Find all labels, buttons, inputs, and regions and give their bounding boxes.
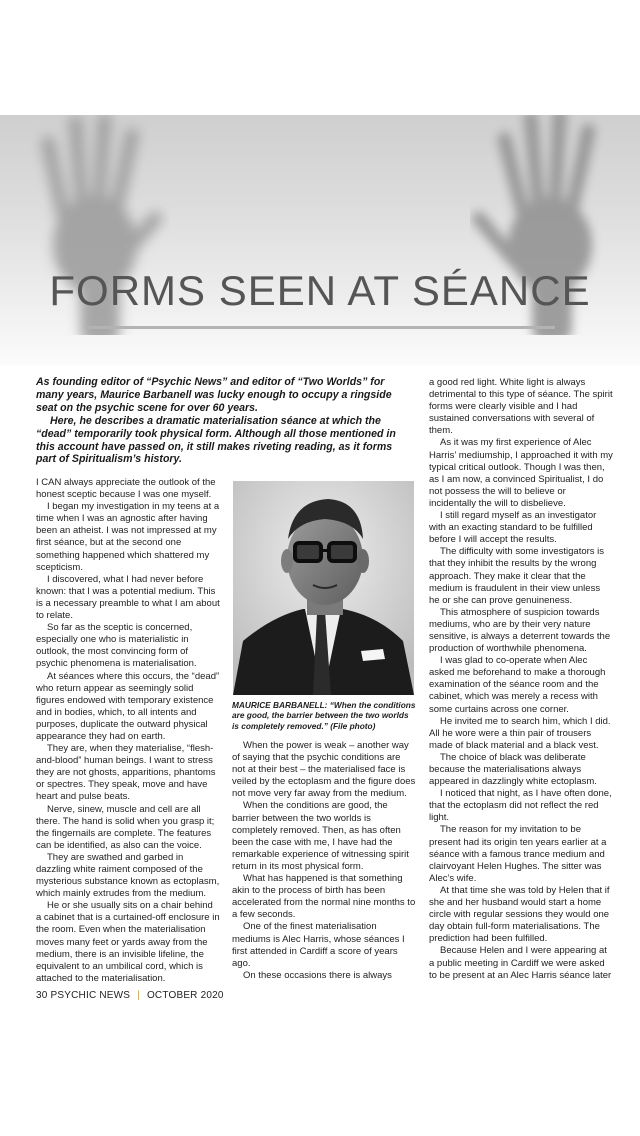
body-paragraph: Because Helen and I were appearing at a public meeting in Cardiff we were asked to be present at an Alec Harris séance later [429,945,612,981]
body-paragraph: One of the finest materialisation mediums is Alec Harris, whose séances I first attended in Cardiff a score of years ago. [232,921,405,969]
standfirst-paragraph: Here, he describes a dramatic materialisation séance at which the “dead” temporarily took physical form. Although all those mentioned in this account have passed on, it still makes riveting reading, as it forms part of Spiritualism’s history. [36,414,396,466]
standfirst-paragraph: As founding editor of “Psychic News” and editor of “Two Worlds” for many years, Maurice Barbanell was lucky enough to occupy a ringside seat on the psychic scene for over 60 years. [36,376,392,414]
body-column-3 [429,377,613,982]
body-paragraph: I discovered, what I had never before known: that I was a potential medium. This is a necessary preamble to what I am about to relate. [36,573,220,622]
photo-caption: MAURICE BARBANELL: “When the conditions are good, the barrier between the two worlds is completely removed.” (File photo) [232,700,416,731]
body-paragraph: The reason for my invitation to be present had its origin ten years earlier at a séance with a famous trance medium and clairvoyant Helen Hughes. The sitter was Alec’s wife. [429,824,607,884]
body-column-1 [36,477,220,985]
body-paragraph: So far as the sceptic is concerned, especially one who is materialistic in outlook, the most convincing form of psychic phenomena is materialisation. [36,622,197,670]
article-standfirst [36,376,414,466]
body-paragraph: When the power is weak – another way of saying that the psychic conditions are not at their best – the materialised face is veiled by the ectoplasm and the figure does not move very far away from the medium. [232,740,416,800]
publication-name: PSYCHIC NEWS [50,990,131,1001]
body-paragraph: I CAN always appreciate the outlook of the honest sceptic because I was one myself. [36,477,216,501]
body-paragraph: They are swathed and garbed in dazzling white raiment composed of the mysterious substance known as ectoplasm, which mainly extrudes from the medium. [36,851,220,900]
footer-separator: | [137,990,140,1001]
body-paragraph: I noticed that night, as I have often done, that the ectoplasm did not reflect the red light. [429,788,612,824]
portrait-photo [233,481,414,695]
body-paragraph: He or she usually sits on a chair behind a cabinet that is a curtained-off enclosure in the room. Even when the materialisation moves many feet or yards away from the medium, there is an invisible lifeline, the equivalent to an umbilical cord, which is attached to the materialisation. [36,900,220,984]
body-paragraph: At séances where this occurs, the “dead” who return appear as seemingly solid figures endowed with temporary existence and in bodies, which, to all intents and purposes, duplicate the outward physical appearance they had on earth. [36,670,220,742]
body-paragraph: He invited me to search him, which I did. All he wore were a thin pair of trousers made of black material and a black vest. [429,715,611,751]
body-paragraph: I began my investigation in my teens at a time when I was an agnostic after having been an atheist. I was not impressed at my first séance, but at the second one something happened which shattered my scepticism. [36,501,220,573]
body-paragraph: a good red light. White light is always detrimental to this type of séance. The spirit forms were clearly visible and I had sustained conversations with several of them. [429,377,613,437]
body-paragraph: This atmosphere of suspicion towards mediums, who are by their very nature sensitive, is always a deterrent towards the production of worthwhile phenomena. [429,606,611,655]
page-number: 30 [36,990,48,1001]
body-paragraph: On these occasions there is always [243,969,392,981]
title-divider [85,326,555,329]
body-paragraph: I still regard myself as an investigator with an exacting standard to be fulfilled before I will accept the results. [429,510,597,546]
body-paragraph: The difficulty with some investigators is that they inhibit the results by the wrong approach. They make it clear that the medium is fraudulent in their view unless he or she can prove genuineness. [429,546,605,606]
page-footer [36,990,224,1001]
body-column-2 [232,740,416,982]
body-paragraph: Nerve, sinew, muscle and cell are all there. The hand is solid when you grasp it; the fingernails are complete. The features can be identified, as also can the voice. [36,803,215,851]
body-paragraph: When the conditions are good, the barrier between the two worlds is completely removed. Then, as has often been the case with me, I have had the remarkable experience of witnessing spirit return in its most physical form. [232,800,409,872]
body-paragraph: What has happened is that something akin to the process of birth has been accelerated from the normal nine months to a few seconds. [232,873,416,921]
article-title: FORMS SEEN AT SÉANCE [49,267,591,314]
body-paragraph: They are, when they materialise, “flesh-and-blood” human beings. I want to stress they are not ghosts, apparitions, phantoms or spectres. They speak, move and have heart and pulse beats. [36,743,216,803]
body-paragraph: As it was my first experience of Alec Harris’ mediumship, I approached it with my typical critical outlook. Though I was then, as I am now, a convinced Spiritualist, I do not possess the will to believe or incidentally the will to disbelieve. [429,437,613,509]
body-paragraph: At that time she was told by Helen that if she and her husband would start a home circle with regular sessions they would one day obtain full-form materialisations. The prediction had been fulfilled. [429,884,610,945]
body-paragraph: I was glad to co-operate when Alec asked me beforehand to make a thorough examination of the séance room and the cabinet, which was merely a recess with some curtains across one corner. [429,655,606,715]
body-paragraph: The choice of black was deliberate because the materialisations always appeared in dazzlingly white ectoplasm. [429,751,597,788]
issue-date: OCTOBER 2020 [146,990,224,1001]
